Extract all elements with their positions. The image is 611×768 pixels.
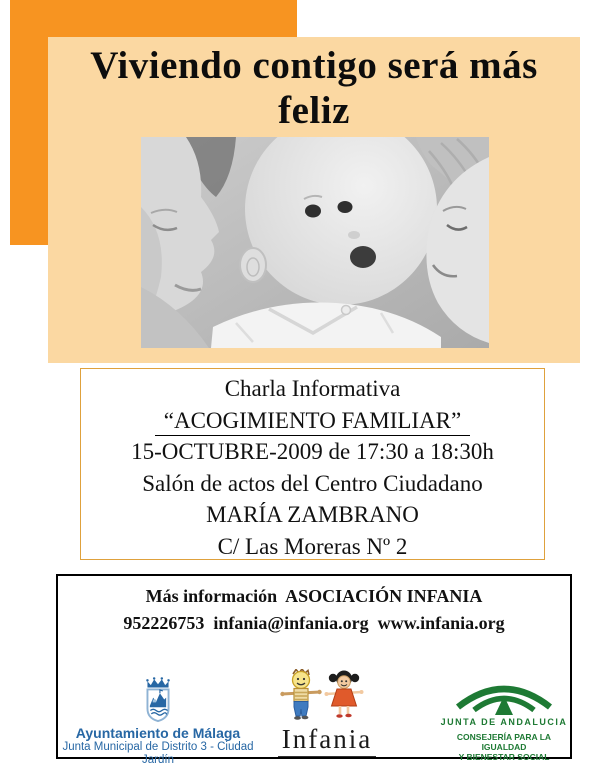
event-line-center-name: MARÍA ZAMBRANO <box>206 502 419 527</box>
family-photo <box>141 137 489 348</box>
junta-andalucia-arcs-icon <box>452 680 556 716</box>
event-line-venue: Salón de actos del Centro Ciudadano <box>142 470 483 496</box>
poster-title <box>48 43 580 133</box>
junta-andalucia-logo <box>436 680 572 762</box>
malaga-logo-subtitle: Junta Municipal de Distrito 3 - Ciudad Jardín <box>62 741 254 766</box>
malaga-logo-name: Ayuntamiento de Málaga <box>75 725 241 741</box>
event-line-acogimiento-text: “ACOGIMIENTO FAMILIAR” <box>155 408 470 436</box>
malaga-crest-icon <box>140 677 176 723</box>
contact-box <box>56 574 572 766</box>
event-line-date: 15-OCTUBRE-2009 de 17:30 a 18:30h <box>131 439 494 464</box>
junta-dept-line1: CONSEJERÍA PARA LA IGUALDAD <box>456 732 552 752</box>
poster-title-line2: feliz <box>278 89 350 132</box>
poster-title-line1: Viviendo contigo será más <box>90 44 538 87</box>
title-banner <box>48 37 580 363</box>
contact-more-info-line: Más información ASOCIACIÓN INFANIA <box>145 586 483 606</box>
junta-logo-department <box>436 732 572 762</box>
event-line-acogimiento <box>81 405 544 437</box>
event-line-charla: Charla Informativa <box>224 376 401 401</box>
infania-children-icon <box>280 669 374 725</box>
event-line-address: C/ Las Moreras Nº 2 <box>217 533 408 559</box>
infania-logo <box>272 669 382 757</box>
junta-logo-name: JUNTA DE ANDALUCIA <box>440 717 568 727</box>
ayuntamiento-malaga-logo <box>60 677 256 767</box>
infania-logo-label: Infania <box>278 725 376 757</box>
contact-details-line: 952226753 infania@infania.org www.infania.org <box>123 613 505 633</box>
junta-dept-line2: Y BIENESTAR SOCIAL <box>458 752 550 762</box>
event-details-box <box>80 368 545 560</box>
